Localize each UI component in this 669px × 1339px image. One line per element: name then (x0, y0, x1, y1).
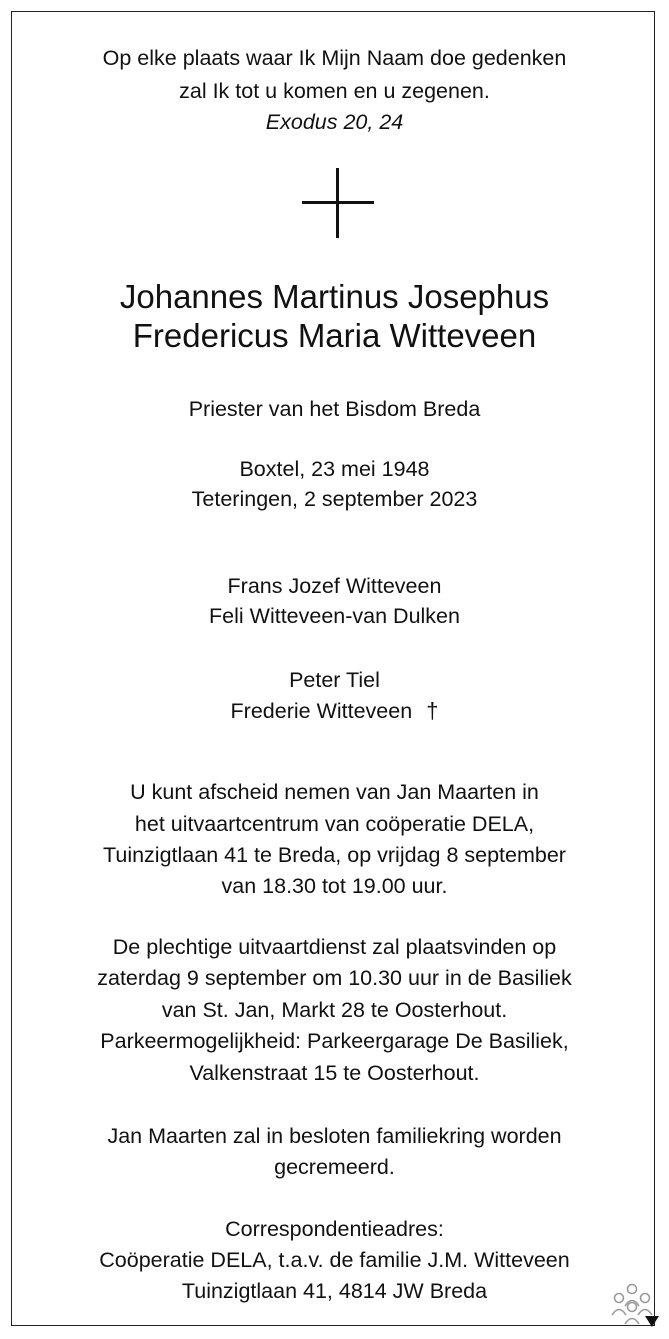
correspondence-line: Coöperatie DELA, t.a.v. de familie J.M. Witteveen (99, 1248, 570, 1272)
verse-reference: Exodus 20, 24 (265, 110, 404, 134)
family-member: Frederie Witteveen (230, 699, 413, 723)
family-member: Feli Witteveen-van Dulken (209, 604, 460, 628)
family-member: Frans Jozef Witteveen (227, 574, 442, 598)
name-line-1: Johannes Martinus Josephus (119, 278, 550, 315)
service-line: zaterdag 9 september om 10.30 uur in de Basiliek (97, 966, 572, 990)
service-line: Valkenstraat 15 te Oosterhout. (189, 1061, 480, 1085)
verse-line-2: zal Ik tot u komen en u zegenen. (179, 79, 490, 103)
birth-info: Boxtel, 23 mei 1948 (239, 457, 430, 481)
service-line: Parkeermogelijkheid: Parkeergarage De Basiliek, (100, 1029, 569, 1053)
family-member-row (0, 698, 669, 724)
arrow-down-icon[interactable] (645, 1316, 659, 1327)
dagger-icon: † (426, 698, 439, 723)
correspondence-line: Correspondentieadres: (225, 1217, 444, 1241)
family-member: Peter Tiel (289, 668, 380, 692)
correspondence-line: Tuinzigtlaan 41, 4814 JW Breda (181, 1279, 488, 1303)
farewell-line: U kunt afscheid nemen van Jan Maarten in (130, 780, 539, 804)
farewell-line: Tuinzigtlaan 41 te Breda, op vrijdag 8 september (103, 843, 566, 867)
cremation-line: Jan Maarten zal in besloten familiekring worden (107, 1124, 562, 1148)
role: Priester van het Bisdom Breda (188, 397, 481, 421)
service-line: De plechtige uitvaartdienst zal plaatsvinden op (112, 935, 557, 959)
death-info: Teteringen, 2 september 2023 (191, 487, 478, 511)
service-line: van St. Jan, Markt 28 te Oosterhout. (161, 998, 508, 1022)
verse-line-1: Op elke plaats waar Ik Mijn Naam doe gedenken (102, 46, 567, 70)
farewell-line: van 18.30 tot 19.00 uur. (221, 874, 448, 898)
cross-icon (302, 168, 374, 238)
farewell-line: het uitvaartcentrum van coöperatie DELA, (134, 812, 535, 836)
cremation-line: gecremeerd. (274, 1155, 395, 1179)
name-line-2: Fredericus Maria Witteveen (132, 317, 537, 354)
